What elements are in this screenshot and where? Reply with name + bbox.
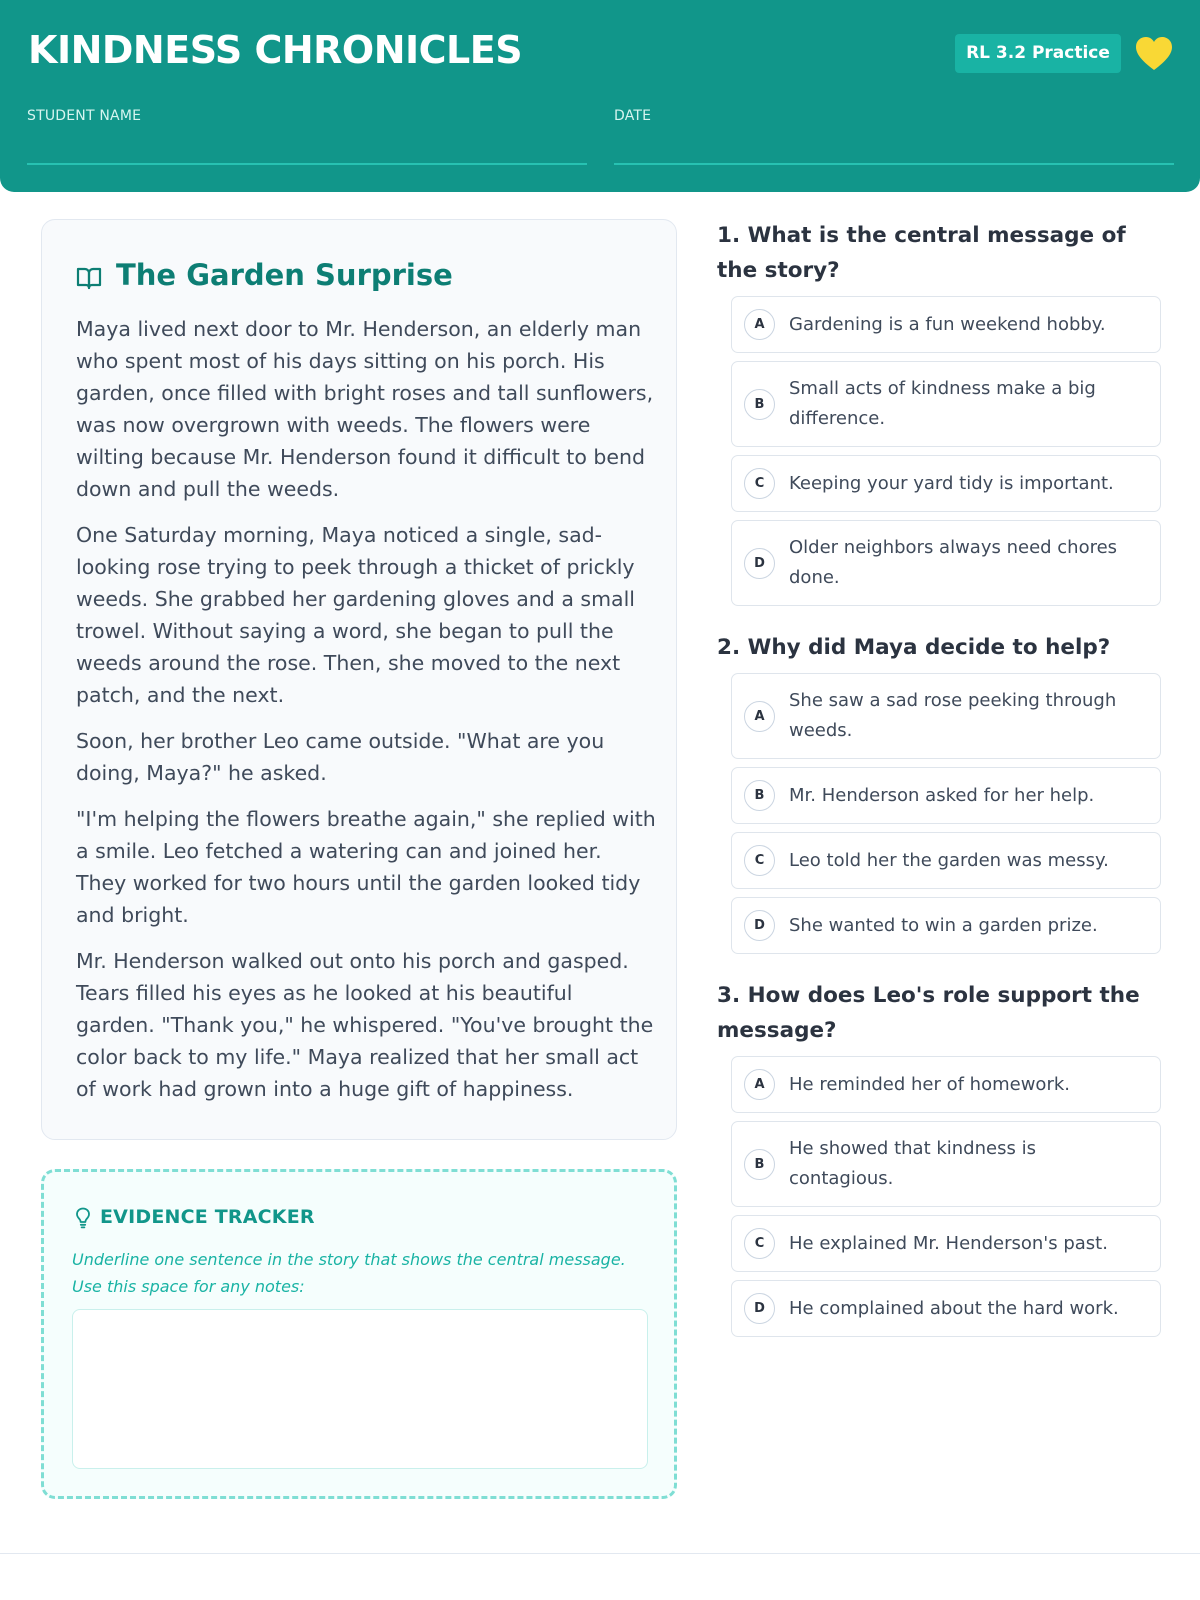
- story-paragraph: Maya lived next door to Mr. Henderson, an elderly man who spent most of his days sitting on his porch. His garden, once filled with bright roses and tall sunflowers, was now overgrown with weeds. The flowers were wilting because Mr. Henderson found it difficult to bend down and pull the weeds.: [76, 317, 654, 501]
- question-block: [717, 630, 1161, 954]
- option-text: He reminded her of homework.: [789, 1073, 1070, 1095]
- option-text: He complained about the hard work.: [789, 1297, 1119, 1319]
- option-letter: D: [744, 910, 775, 941]
- option-text: She wanted to win a garden prize.: [789, 914, 1098, 936]
- date-label: DATE: [614, 108, 652, 124]
- option-text: Small acts of kindness make a big difference.: [789, 378, 1096, 429]
- date-field[interactable]: [614, 163, 1174, 165]
- story-paragraph: Mr. Henderson walked out onto his porch and gasped. Tears filled his eyes as he looked at his beautiful garden. "Thank you," he whispered. "You've brought the color back to my life." Maya realized that her small act of work had grown into a huge gift of happiness.: [76, 949, 654, 1101]
- option-letter: C: [744, 1228, 775, 1259]
- option-text: Mr. Henderson asked for her help.: [789, 784, 1095, 806]
- question-block: [717, 218, 1161, 606]
- option-text: Keeping your yard tidy is important.: [789, 472, 1114, 494]
- worksheet-header: [0, 0, 1200, 192]
- answer-option[interactable]: [731, 897, 1161, 954]
- answer-option[interactable]: [731, 767, 1161, 824]
- option-letter: D: [744, 1293, 775, 1324]
- evidence-tracker: [41, 1169, 677, 1499]
- notes-textarea[interactable]: [72, 1309, 648, 1469]
- story-paragraph: One Saturday morning, Maya noticed a single, sad-looking rose trying to peek through a thicket of prickly weeds. She grabbed her gardening gloves and a small trowel. Without saying a word, she began to pull the weeds around the rose. Then, she moved to the next patch, and the next.: [76, 523, 636, 707]
- story-title: The Garden Surprise: [116, 258, 453, 292]
- option-text: Gardening is a fun weekend hobby.: [789, 313, 1106, 335]
- story-paragraph: "I'm helping the flowers breathe again," she replied with a smile. Leo fetched a watering can and joined her. They worked for two hours until the garden looked tidy and bright.: [76, 807, 656, 927]
- question-title: 1. What is the central message of the story?: [717, 223, 1126, 283]
- option-letter: A: [744, 309, 775, 340]
- option-text: She saw a sad rose peeking through weeds.: [789, 690, 1117, 741]
- answer-option[interactable]: [731, 520, 1161, 606]
- standard-badge: RL 3.2 Practice: [955, 34, 1121, 73]
- book-open-icon: [76, 266, 102, 290]
- story-card: [41, 219, 677, 1140]
- student-name-label: STUDENT NAME: [27, 108, 142, 124]
- option-letter: A: [744, 701, 775, 732]
- answer-option[interactable]: [731, 1121, 1161, 1207]
- footer-divider: [0, 1553, 1200, 1554]
- answer-option[interactable]: [731, 673, 1161, 759]
- option-letter: B: [744, 389, 775, 420]
- story-text: [76, 313, 656, 1119]
- option-letter: C: [744, 845, 775, 876]
- question-block: [717, 978, 1161, 1337]
- answer-option[interactable]: [731, 361, 1161, 447]
- lightbulb-icon: [75, 1207, 91, 1229]
- option-letter: A: [744, 1069, 775, 1100]
- page-title: KINDNESS CHRONICLES: [28, 28, 523, 72]
- evidence-tracker-title: EVIDENCE TRACKER: [100, 1206, 315, 1228]
- question-title: 2. Why did Maya decide to help?: [717, 635, 1111, 660]
- evidence-instructions: Underline one sentence in the story that shows the central message. Use this space for any notes:: [72, 1250, 626, 1296]
- answer-option[interactable]: [731, 1056, 1161, 1113]
- option-letter: C: [744, 468, 775, 499]
- heart-icon: [1135, 36, 1173, 72]
- option-letter: D: [744, 548, 775, 579]
- answer-option[interactable]: [731, 1215, 1161, 1272]
- answer-option[interactable]: [731, 455, 1161, 512]
- student-name-field[interactable]: [27, 163, 587, 165]
- option-text: He showed that kindness is contagious.: [789, 1138, 1036, 1189]
- option-text: He explained Mr. Henderson's past.: [789, 1232, 1108, 1254]
- question-title: 3. How does Leo's role support the message?: [717, 983, 1140, 1043]
- questions-column: [717, 218, 1161, 1361]
- answer-option[interactable]: [731, 296, 1161, 353]
- option-text: Leo told her the garden was messy.: [789, 849, 1109, 871]
- story-paragraph: Soon, her brother Leo came outside. "What are you doing, Maya?" he asked.: [76, 729, 605, 785]
- option-letter: B: [744, 780, 775, 811]
- option-letter: B: [744, 1149, 775, 1180]
- answer-option[interactable]: [731, 832, 1161, 889]
- option-text: Older neighbors always need chores done.: [789, 537, 1118, 588]
- answer-option[interactable]: [731, 1280, 1161, 1337]
